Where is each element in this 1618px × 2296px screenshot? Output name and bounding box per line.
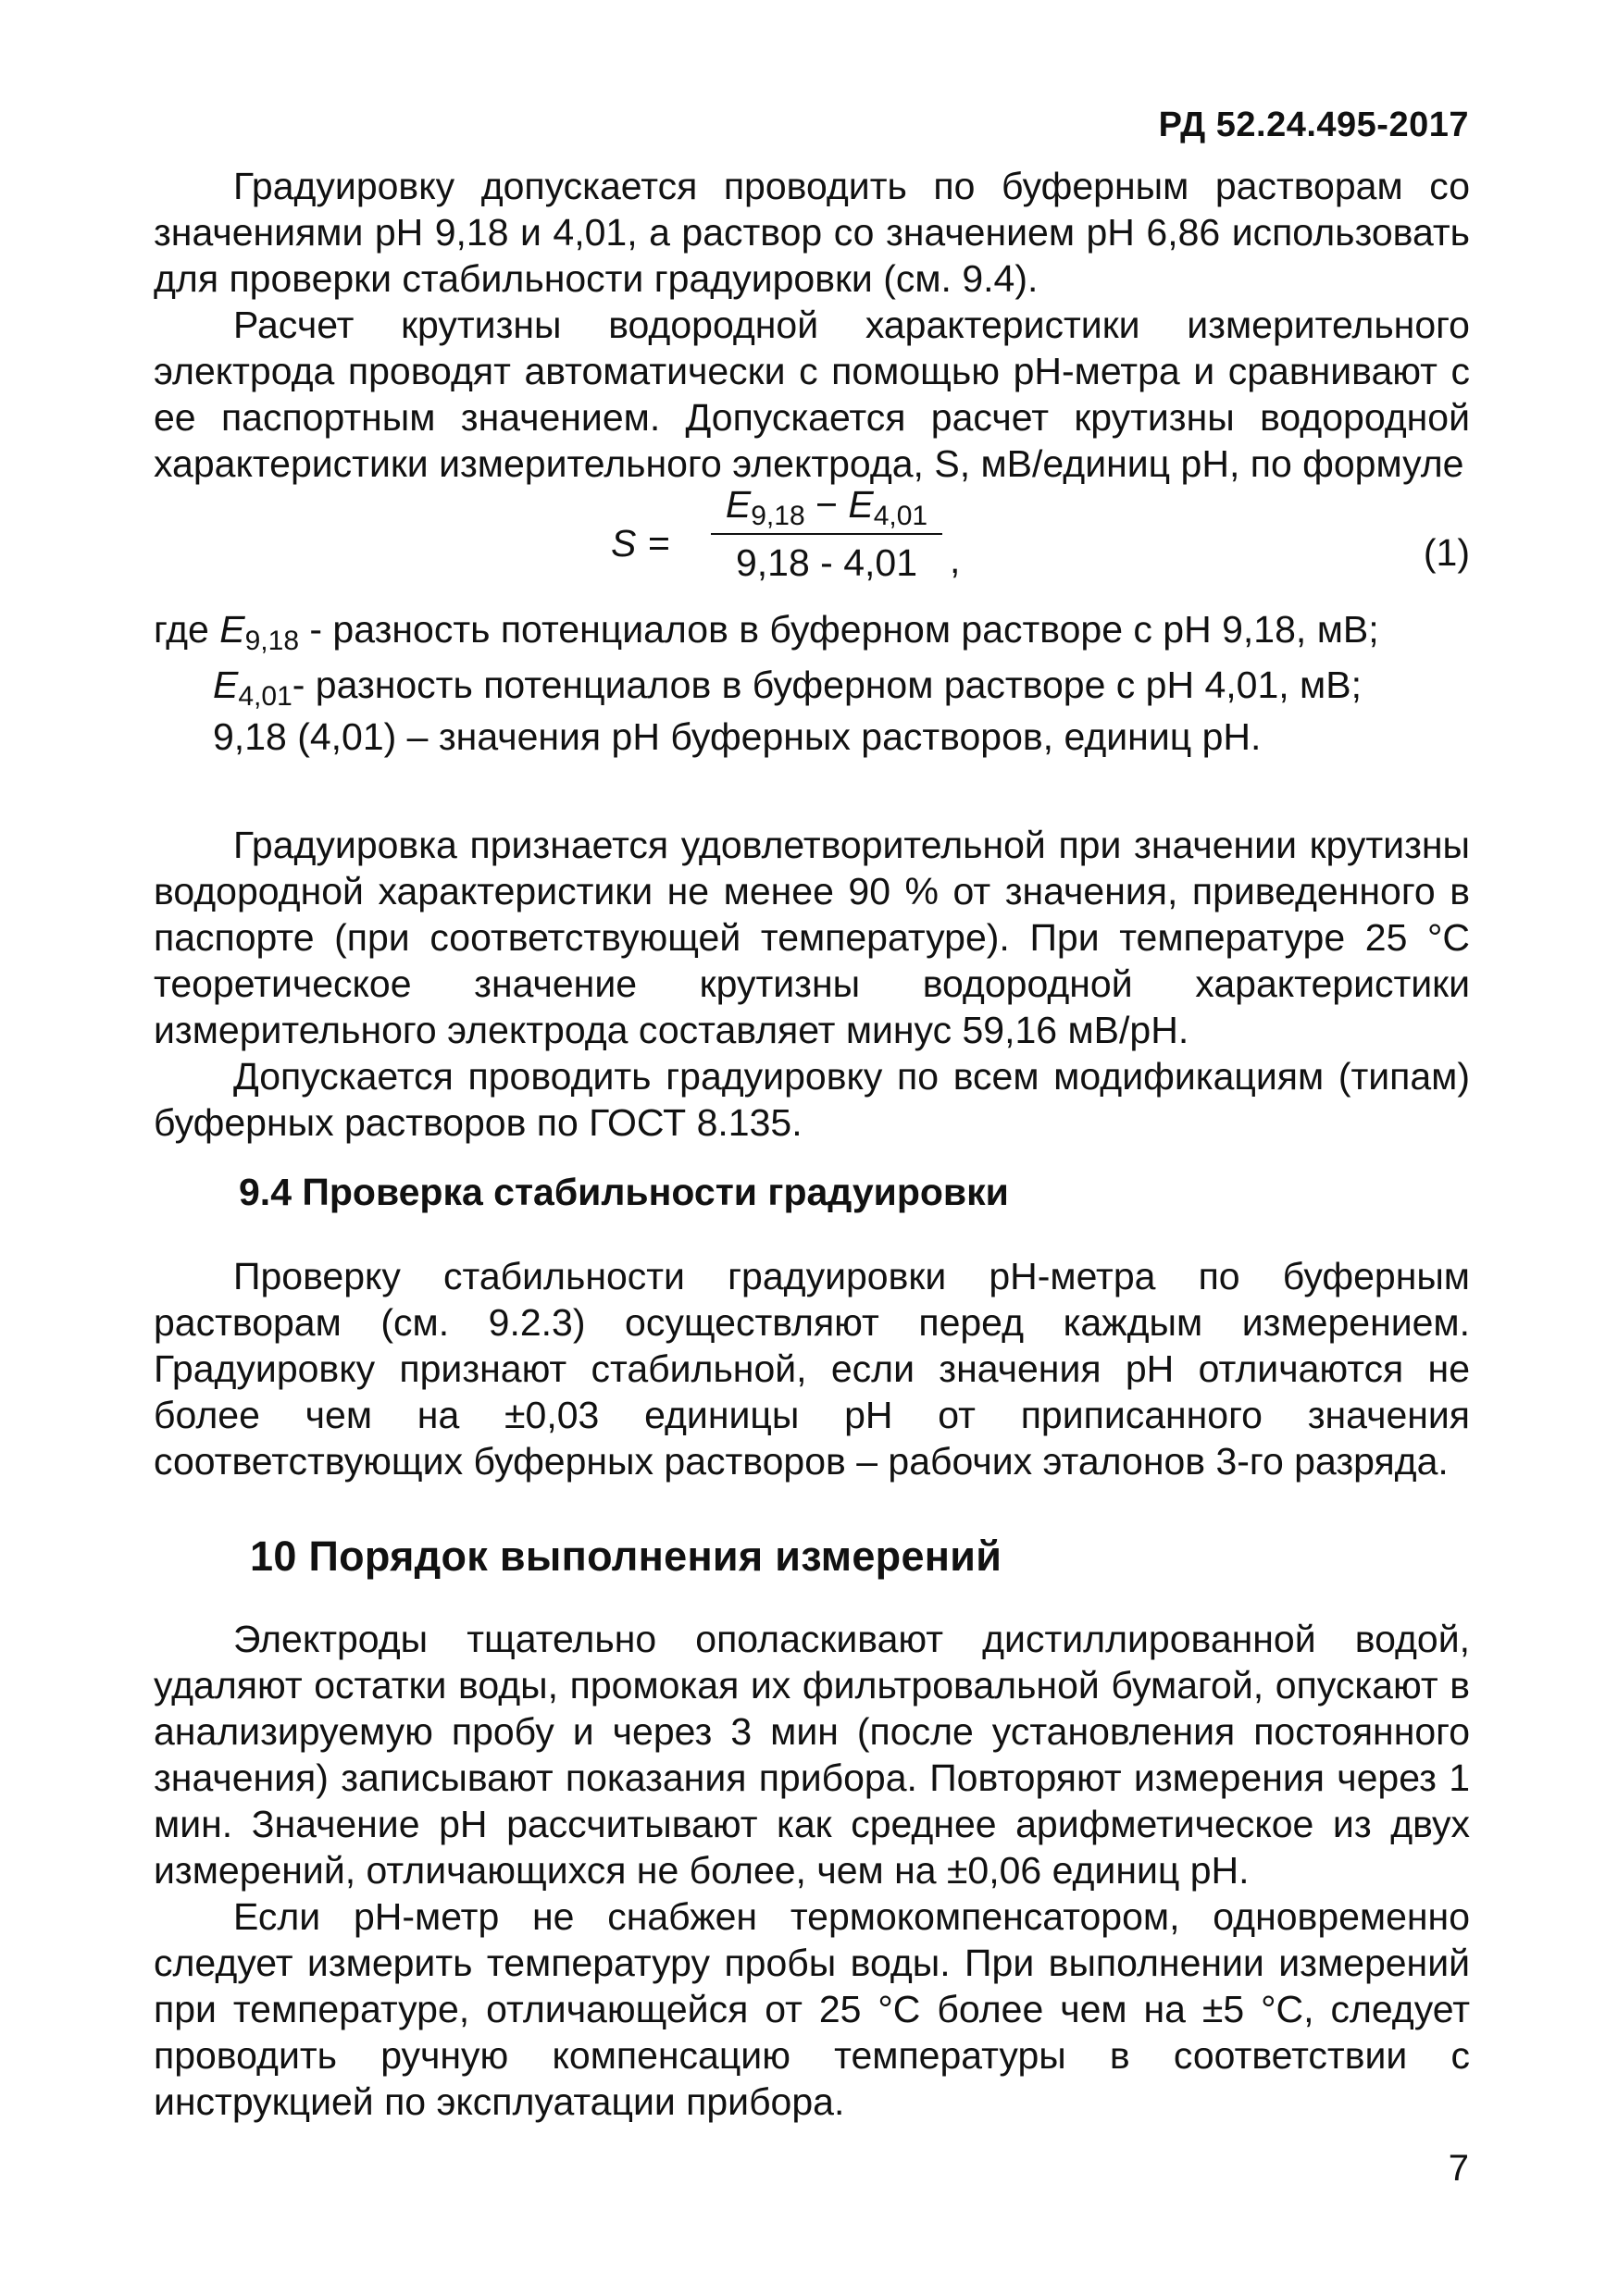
formula-numerator: $E_{9,18} - E_{4,01}$ (725, 483, 928, 531)
document-code: РД 52.24.495-2017 (1158, 105, 1469, 144)
formula-denominator: 9,18 - 4,01 (735, 541, 918, 584)
section-10-title: 10 Порядок выполнения измерений (250, 1533, 1002, 1580)
formula-fraction (711, 481, 942, 585)
legend-item-e918: где $E_{9,18}$ - разность потенциалов в буферном растворе с pH 9,18, мВ; (154, 608, 1379, 656)
legend-item-e401: $E_{4,01}-$ разность потенциалов в буферном растворе с pH 4,01, мВ; (213, 664, 1362, 712)
formula-equals: = (648, 522, 670, 565)
formula-comma: , (950, 539, 961, 581)
page-number: 7 (1448, 2148, 1469, 2189)
section-9-4-title: 9.4 Проверка стабильности градуировки (239, 1171, 1009, 1213)
slope-formula (611, 481, 1470, 592)
paragraph-calibration-buffers: Градуировку допускается проводить по буферным растворам со значениями pH 9,18 и 4,01, а раствор со значением pH 6,86 использовать для проверки стабильности градуировки (см. 9.4). (154, 165, 1470, 300)
section-9-4-body (154, 1253, 1470, 1484)
acceptance-paragraphs (154, 822, 1470, 1146)
paragraph-temperature-compensation: Если pH-метр не снабжен термокомпенсатором, одновременно следует измерить температуру пробы воды. При выполнении измерений при температуре, отличающейся от 25 °C более чем на ±5 °C, следует проводить ручную компенсацию температуры в соответствии с инструкцией по эксплуатации прибора. (154, 1895, 1470, 2123)
paragraph-measurement-procedure: Электроды тщательно ополаскивают дистиллированной водой, удаляют остатки воды, промокая их фильтровальной бумагой, опускают в анализируемую пробу и через 3 мин (после установления постоянного значения) записывают показания прибора. Повторяют измерения через 1 мин. Значение pH рассчитывают как среднее арифметическое из двух измерений, отличающихся не более, чем на ±0,06 единиц pH. (154, 1618, 1470, 1892)
fraction-bar (711, 533, 942, 535)
intro-paragraphs (154, 163, 1470, 487)
paragraph-stability-check: Проверку стабильности градуировки pH-метра по буферным растворам (см. 9.2.3) осуществляют перед каждым измерением. Градуировку признают стабильной, если значения pH отличаются не более чем на ±0,03 единицы pH от приписанного значения соответствующих буферных растворов – рабочих эталонов 3-го разряда. (154, 1255, 1470, 1483)
paragraph-acceptance-criteria: Градуировка признается удовлетворительной при значении крутизны водородной характеристики не менее 90 % от значения, приведенного в паспорте (при соответствующей температуре). При температуре 25 °C теоретическое значение крутизны водородной характеристики измерительного электрода составляет минус 59,16 мВ/pH. (154, 824, 1470, 1051)
formula-number: (1) (1423, 531, 1470, 574)
paragraph-slope-calculation: Расчет крутизны водородной характеристики измерительного электрода проводят автоматически с помощью pH-метра и сравнивают с ее паспортным значением. Допускается расчет крутизны водородной характеристики измерительного электрода, S, мВ/единиц pH, по формуле (154, 304, 1470, 485)
formula-legend (154, 605, 1470, 761)
section-10-body (154, 1616, 1470, 2125)
legend-item-ph-values: 9,18 (4,01) – значения pH буферных растворов, единиц pH. (213, 715, 1262, 758)
formula-lhs: S (611, 522, 637, 565)
paragraph-buffer-types: Допускается проводить градуировку по всем модификациям (типам) буферных растворов по ГОСТ 8.135. (154, 1055, 1470, 1144)
